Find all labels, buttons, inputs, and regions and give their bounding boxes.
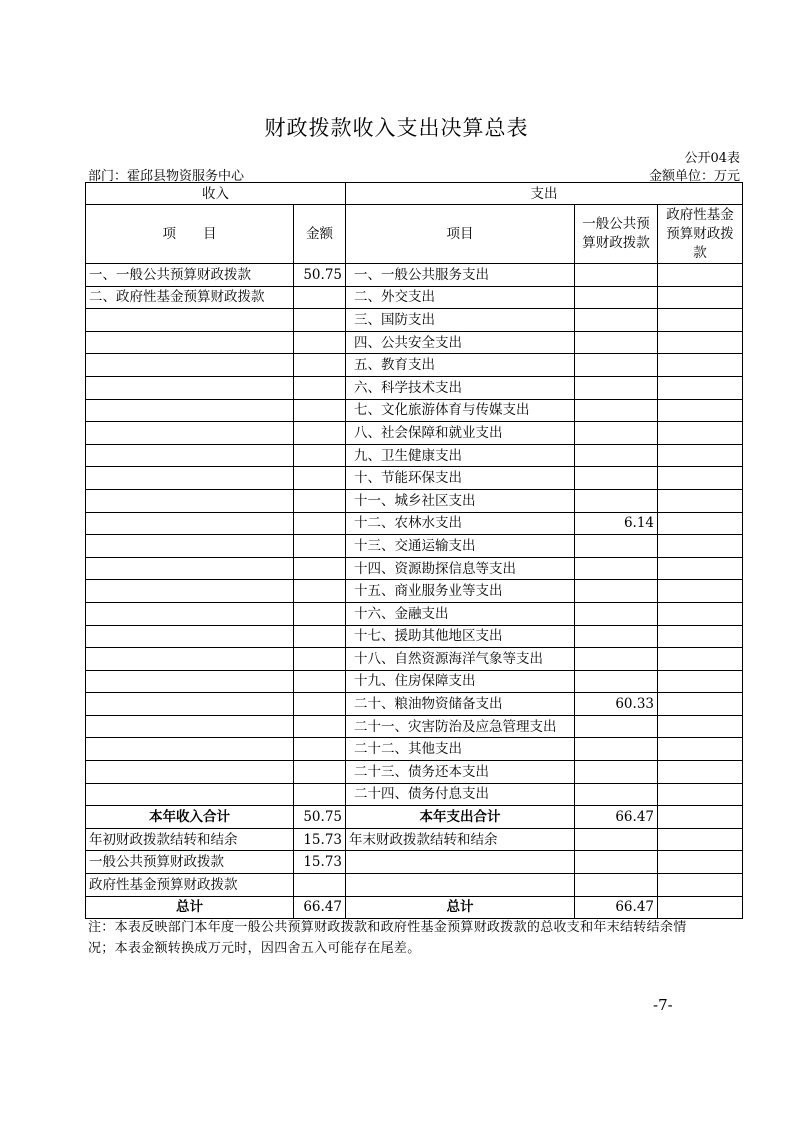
income-item-cell bbox=[86, 354, 294, 377]
table-row bbox=[86, 557, 743, 580]
expense-item-cell: 九、卫生健康支出 bbox=[346, 444, 575, 467]
income-amount-cell bbox=[294, 693, 346, 716]
gov-fund-cell bbox=[658, 738, 743, 761]
general-total-amount: 66.47 bbox=[575, 896, 658, 919]
carryover-row bbox=[86, 851, 743, 874]
income-amount-cell bbox=[294, 286, 346, 309]
general-budget-cell bbox=[575, 874, 658, 897]
income-item-cell bbox=[86, 580, 294, 603]
expense-item-cell: 六、科学技术支出 bbox=[346, 376, 575, 399]
income-item-cell bbox=[86, 715, 294, 738]
gov-fund-cell bbox=[658, 715, 743, 738]
table-row bbox=[86, 602, 743, 625]
table-row bbox=[86, 670, 743, 693]
income-item-cell bbox=[86, 444, 294, 467]
income-item-cell bbox=[86, 761, 294, 784]
income-item-cell bbox=[86, 602, 294, 625]
expense-item-cell: 十六、金融支出 bbox=[346, 602, 575, 625]
expense-item-header: 项目 bbox=[346, 205, 575, 264]
expense-total-label: 总计 bbox=[346, 896, 575, 919]
income-item-cell: 政府性基金预算财政拨款 bbox=[86, 874, 294, 897]
form-number: 公开04表 bbox=[684, 151, 740, 166]
gov-fund-cell bbox=[658, 625, 743, 648]
income-amount-header: 金额 bbox=[294, 205, 346, 264]
table-row bbox=[86, 580, 743, 603]
gov-fund-cell bbox=[658, 489, 743, 512]
general-budget-cell bbox=[575, 602, 658, 625]
income-amount-cell bbox=[294, 489, 346, 512]
income-item-cell bbox=[86, 399, 294, 422]
general-budget-cell bbox=[575, 783, 658, 806]
income-amount-cell bbox=[294, 670, 346, 693]
income-subtotal-amount: 50.75 bbox=[294, 806, 346, 829]
income-item-cell: 年初财政拨款结转和结余 bbox=[86, 828, 294, 851]
expense-item-cell: 二十四、债务付息支出 bbox=[346, 783, 575, 806]
income-item-cell bbox=[86, 512, 294, 535]
table-row bbox=[86, 422, 743, 445]
income-item-cell: 一般公共预算财政拨款 bbox=[86, 851, 294, 874]
carryover-row bbox=[86, 828, 743, 851]
department-label: 部门：霍邱县物资服务中心 bbox=[88, 169, 245, 184]
header-row-section bbox=[86, 183, 743, 205]
income-amount-cell bbox=[294, 376, 346, 399]
gov-fund-cell bbox=[658, 512, 743, 535]
income-amount-cell bbox=[294, 512, 346, 535]
income-amount-cell bbox=[294, 874, 346, 897]
expense-item-cell: 十七、援助其他地区支出 bbox=[346, 625, 575, 648]
income-amount-cell: 15.73 bbox=[294, 828, 346, 851]
expense-item-cell: 十五、商业服务业等支出 bbox=[346, 580, 575, 603]
income-amount-cell bbox=[294, 331, 346, 354]
income-item-cell bbox=[86, 625, 294, 648]
income-amount-cell bbox=[294, 783, 346, 806]
income-amount-cell bbox=[294, 399, 346, 422]
table-row bbox=[86, 738, 743, 761]
subtotal-row bbox=[86, 806, 743, 829]
gov-fund-cell bbox=[658, 693, 743, 716]
total-row bbox=[86, 896, 743, 919]
income-amount-cell bbox=[294, 625, 346, 648]
general-budget-cell bbox=[575, 557, 658, 580]
table-row bbox=[86, 309, 743, 332]
table-row bbox=[86, 715, 743, 738]
footnote: 注：本表反映部门本年度一般公共预算财政拨款和政府性基金预算财政拨款的总收支和年末结转结余情况；本表金额转换成万元时，因四舍五入可能存在尾差。 bbox=[88, 920, 687, 956]
gov-fund-cell bbox=[658, 557, 743, 580]
general-budget-cell bbox=[575, 738, 658, 761]
income-amount-cell bbox=[294, 309, 346, 332]
income-amount-cell bbox=[294, 557, 346, 580]
budget-summary-table bbox=[85, 182, 743, 919]
table-row bbox=[86, 489, 743, 512]
gov-fund-cell bbox=[658, 535, 743, 558]
general-budget-cell bbox=[575, 625, 658, 648]
gov-fund-cell bbox=[658, 761, 743, 784]
gov-fund-header: 政府性基金预算财政拨款 bbox=[658, 205, 743, 264]
expense-item-cell: 二、外交支出 bbox=[346, 286, 575, 309]
page-number: -7- bbox=[653, 996, 673, 1014]
income-amount-cell: 50.75 bbox=[294, 264, 346, 287]
general-budget-cell bbox=[575, 399, 658, 422]
general-budget-cell: 60.33 bbox=[575, 693, 658, 716]
expense-header: 支出 bbox=[346, 183, 743, 205]
income-amount-cell bbox=[294, 715, 346, 738]
table-row bbox=[86, 535, 743, 558]
income-subtotal-label: 本年收入合计 bbox=[86, 806, 294, 829]
income-item-cell bbox=[86, 309, 294, 332]
income-amount-cell bbox=[294, 648, 346, 671]
expense-item-cell: 二十二、其他支出 bbox=[346, 738, 575, 761]
income-item-cell bbox=[86, 693, 294, 716]
gov-fund-cell bbox=[658, 444, 743, 467]
expense-item-cell: 十九、住房保障支出 bbox=[346, 670, 575, 693]
income-item-cell bbox=[86, 648, 294, 671]
general-budget-cell bbox=[575, 376, 658, 399]
table-row bbox=[86, 761, 743, 784]
expense-item-cell: 三、国防支出 bbox=[346, 309, 575, 332]
general-subtotal-amount: 66.47 bbox=[575, 806, 658, 829]
income-item-cell bbox=[86, 422, 294, 445]
income-amount-cell bbox=[294, 444, 346, 467]
expense-item-cell: 七、文化旅游体育与传媒支出 bbox=[346, 399, 575, 422]
gov-fund-cell bbox=[658, 376, 743, 399]
expense-item-cell: 五、教育支出 bbox=[346, 354, 575, 377]
gov-fund-cell bbox=[658, 851, 743, 874]
general-budget-cell bbox=[575, 580, 658, 603]
income-amount-cell bbox=[294, 422, 346, 445]
income-item-cell bbox=[86, 557, 294, 580]
gov-fund-cell bbox=[658, 264, 743, 287]
gov-fund-cell bbox=[658, 874, 743, 897]
table-row bbox=[86, 783, 743, 806]
general-budget-cell bbox=[575, 670, 658, 693]
table-row bbox=[86, 467, 743, 490]
gov-fund-cell bbox=[658, 354, 743, 377]
general-budget-header: 一般公共预算财政拨款 bbox=[575, 205, 658, 264]
gov-fund-cell bbox=[658, 422, 743, 445]
expense-item-cell bbox=[346, 851, 575, 874]
general-budget-cell bbox=[575, 851, 658, 874]
income-amount-cell bbox=[294, 354, 346, 377]
gov-fund-cell bbox=[658, 602, 743, 625]
expense-item-cell: 十、节能环保支出 bbox=[346, 467, 575, 490]
income-item-cell bbox=[86, 467, 294, 490]
income-item-cell: 一、一般公共预算财政拨款 bbox=[86, 264, 294, 287]
general-budget-cell bbox=[575, 264, 658, 287]
expense-item-cell: 年末财政拨款结转和结余 bbox=[346, 828, 575, 851]
expense-item-cell: 二十一、灾害防治及应急管理支出 bbox=[346, 715, 575, 738]
income-item-cell bbox=[86, 376, 294, 399]
expense-item-cell: 二十三、债务还本支出 bbox=[346, 761, 575, 784]
general-budget-cell bbox=[575, 444, 658, 467]
gov-fund-cell bbox=[658, 670, 743, 693]
income-amount-cell: 15.73 bbox=[294, 851, 346, 874]
general-budget-cell bbox=[575, 648, 658, 671]
table-row bbox=[86, 264, 743, 287]
expense-subtotal-label: 本年支出合计 bbox=[346, 806, 575, 829]
income-item-cell bbox=[86, 783, 294, 806]
gov-fund-cell bbox=[658, 783, 743, 806]
gov-fund-cell bbox=[658, 467, 743, 490]
general-budget-cell bbox=[575, 467, 658, 490]
income-item-cell bbox=[86, 535, 294, 558]
table-row bbox=[86, 693, 743, 716]
expense-item-cell: 二十、粮油物资储备支出 bbox=[346, 693, 575, 716]
fund-total-amount bbox=[658, 896, 743, 919]
general-budget-cell bbox=[575, 828, 658, 851]
gov-fund-cell bbox=[658, 648, 743, 671]
general-budget-cell: 6.14 bbox=[575, 512, 658, 535]
expense-item-cell: 一、一般公共服务支出 bbox=[346, 264, 575, 287]
expense-item-cell: 四、公共安全支出 bbox=[346, 331, 575, 354]
expense-item-cell: 十一、城乡社区支出 bbox=[346, 489, 575, 512]
table-row bbox=[86, 512, 743, 535]
gov-fund-cell bbox=[658, 331, 743, 354]
gov-fund-cell bbox=[658, 309, 743, 332]
gov-fund-cell bbox=[658, 399, 743, 422]
general-budget-cell bbox=[575, 715, 658, 738]
income-amount-cell bbox=[294, 761, 346, 784]
table-row bbox=[86, 331, 743, 354]
income-item-cell bbox=[86, 670, 294, 693]
general-budget-cell bbox=[575, 761, 658, 784]
unit-label: 金额单位：万元 bbox=[648, 169, 740, 184]
expense-item-cell: 十四、资源勘探信息等支出 bbox=[346, 557, 575, 580]
table-row bbox=[86, 648, 743, 671]
expense-item-cell: 八、社会保障和就业支出 bbox=[346, 422, 575, 445]
general-budget-cell bbox=[575, 422, 658, 445]
general-budget-cell bbox=[575, 354, 658, 377]
table-row bbox=[86, 625, 743, 648]
general-budget-cell bbox=[575, 535, 658, 558]
general-budget-cell bbox=[575, 331, 658, 354]
income-total-amount: 66.47 bbox=[294, 896, 346, 919]
gov-fund-cell bbox=[658, 828, 743, 851]
income-amount-cell bbox=[294, 467, 346, 490]
income-item-cell bbox=[86, 489, 294, 512]
carryover-row bbox=[86, 874, 743, 897]
expense-item-cell: 十三、交通运输支出 bbox=[346, 535, 575, 558]
general-budget-cell bbox=[575, 286, 658, 309]
fund-subtotal-amount bbox=[658, 806, 743, 829]
expense-item-cell bbox=[346, 874, 575, 897]
table-row bbox=[86, 399, 743, 422]
income-header: 收入 bbox=[86, 183, 346, 205]
income-item-cell bbox=[86, 738, 294, 761]
page-title: 财政拨款收入支出决算总表 bbox=[264, 116, 529, 140]
expense-item-cell: 十八、自然资源海洋气象等支出 bbox=[346, 648, 575, 671]
table-row bbox=[86, 444, 743, 467]
income-item-cell: 二、政府性基金预算财政拨款 bbox=[86, 286, 294, 309]
gov-fund-cell bbox=[658, 580, 743, 603]
gov-fund-cell bbox=[658, 286, 743, 309]
general-budget-cell bbox=[575, 489, 658, 512]
income-total-label: 总计 bbox=[86, 896, 294, 919]
income-amount-cell bbox=[294, 738, 346, 761]
income-item-header: 项 目 bbox=[86, 205, 294, 264]
income-amount-cell bbox=[294, 602, 346, 625]
expense-item-cell: 十二、农林水支出 bbox=[346, 512, 575, 535]
table-row bbox=[86, 354, 743, 377]
income-amount-cell bbox=[294, 580, 346, 603]
table-row bbox=[86, 286, 743, 309]
general-budget-cell bbox=[575, 309, 658, 332]
income-item-cell bbox=[86, 331, 294, 354]
header-row-columns bbox=[86, 205, 743, 264]
table-row bbox=[86, 376, 743, 399]
income-amount-cell bbox=[294, 535, 346, 558]
